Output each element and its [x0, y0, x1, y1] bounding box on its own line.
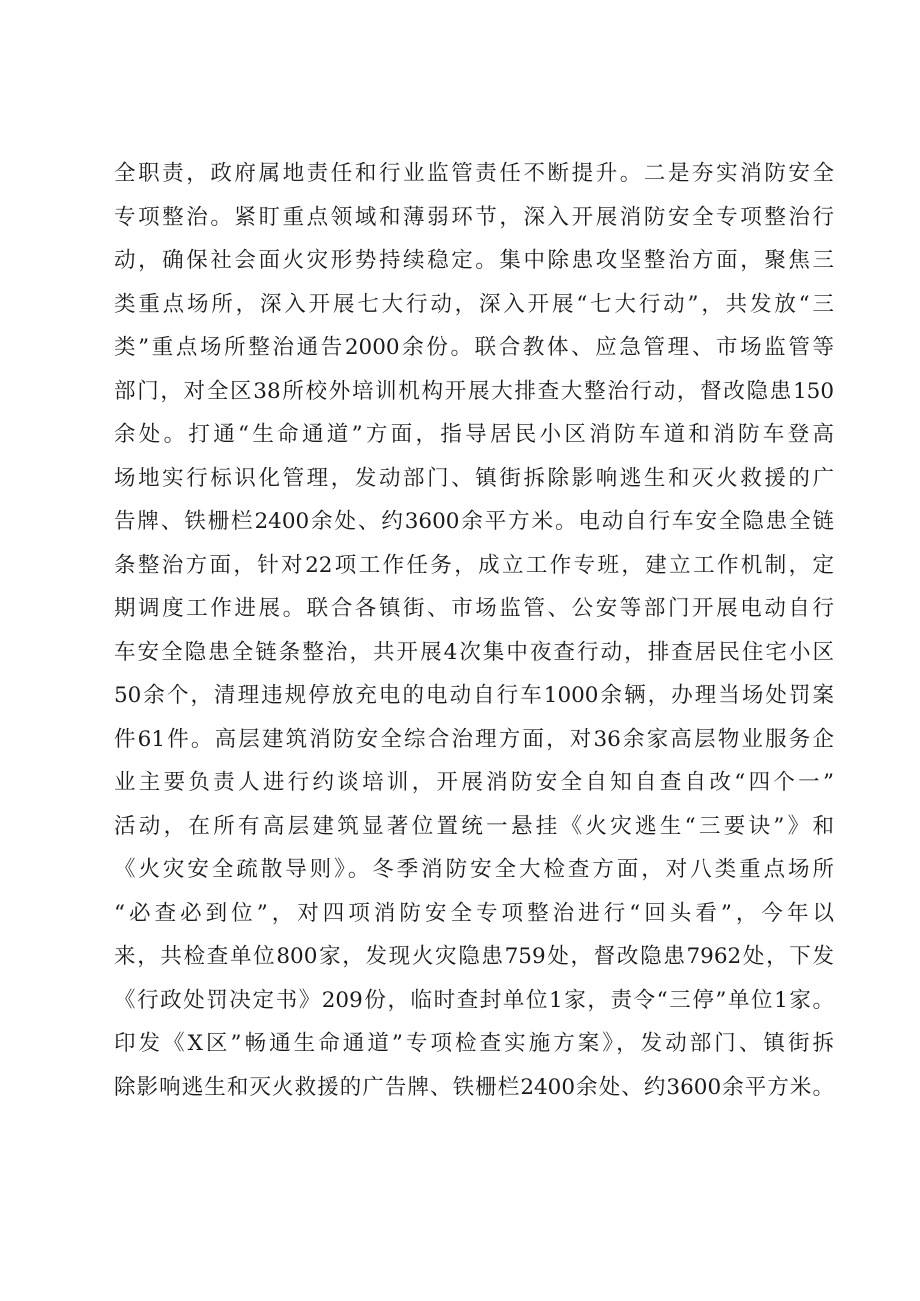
text-line-13: 50余个，清理违规停放充电的电动自行车1000余辆，办理当场处罚案 [114, 683, 834, 708]
text-line-9: 告牌、铁栅栏2400余处、约3600余平方米。电动自行车安全隐患全链 [114, 509, 834, 534]
text-line-10: 条整治方面，针对22项工作任务，成立工作专班，建立工作机制，定 [114, 552, 834, 578]
text-line-5: 类”重点场所整治通告2000余份。联合教体、应急管理、市场监管等 [114, 335, 834, 360]
text-line-6: 部门，对全区38所校外培训机构开展大排查大整治行动，督改隐患150 [114, 378, 834, 404]
body-paragraph [114, 152, 834, 1109]
text-line-12: 车安全隐患全链条整治，共开展4次集中夜查行动，排查居民住宅小区 [114, 639, 834, 665]
text-line-18: “必查必到位”，对四项消防安全专项整治进行“回头看”，今年以 [114, 900, 834, 926]
text-line-22: 除影响逃生和灭火救援的广告牌、铁栅栏2400余处、约3600余平方米。 [114, 1074, 834, 1100]
text-line-8: 场地实行标识化管理，发动部门、镇街拆除影响逃生和灭火救援的广 [114, 465, 834, 491]
text-line-20: 《行政处罚决定书》209份，临时查封单位1家，责令“三停”单位1家。 [114, 987, 834, 1013]
text-line-21: 印发《X区”畅通生命通道”专项检查实施方案》，发动部门、镇街拆 [114, 1031, 834, 1056]
text-line-2: 专项整治。紧盯重点领域和薄弱环节，深入开展消防安全专项整治行 [114, 204, 834, 230]
text-line-4: 类重点场所，深入开展七大行动，深入开展“七大行动”，共发放“三 [114, 291, 834, 317]
text-line-15: 业主要负责人进行约谈培训，开展消防安全自知自查自改“四个一” [114, 770, 834, 795]
text-line-11: 期调度工作进展。联合各镇街、市场监管、公安等部门开展电动自行 [114, 596, 834, 621]
text-line-1: 全职责，政府属地责任和行业监管责任不断提升。二是夯实消防安全 [114, 161, 834, 186]
text-line-3: 动，确保社会面火灾形势持续稳定。集中除患攻坚整治方面，聚焦三 [114, 248, 834, 273]
text-line-16: 活动，在所有高层建筑显著位置统一悬挂《火灾逃生“三要诀”》和 [114, 813, 834, 839]
text-line-19: 来，共检查单位800家，发现火灾隐患759处，督改隐患7962处，下发 [114, 944, 834, 969]
text-line-14: 件61件。高层建筑消防安全综合治理方面，对36余家高层物业服务企 [114, 726, 834, 752]
text-line-7: 余处。打通“生命通道”方面，指导居民小区消防车道和消防车登高 [114, 422, 834, 447]
text-line-17: 《火灾安全疏散导则》。冬季消防安全大检查方面，对八类重点场所 [114, 857, 834, 882]
